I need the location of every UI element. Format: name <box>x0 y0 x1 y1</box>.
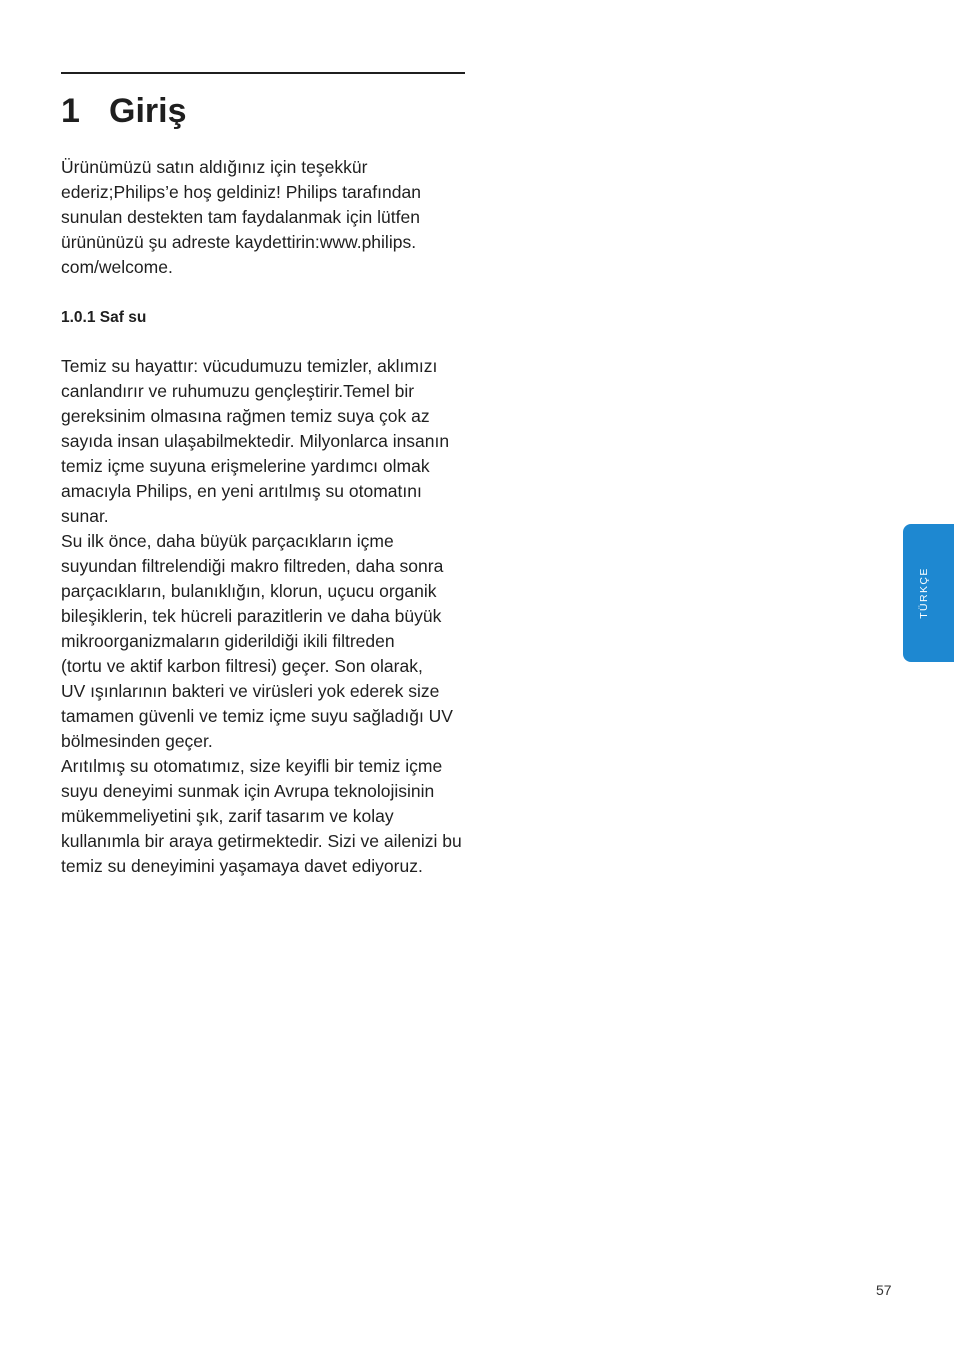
intro-line: sunulan destekten tam faydalanmak için lütfen <box>61 207 420 227</box>
body-line: suyundan filtrelendiği makro filtreden, daha sonra <box>61 556 444 576</box>
intro-line: com/welcome. <box>61 257 173 277</box>
top-rule <box>61 72 465 74</box>
body-line: sunar. <box>61 506 109 526</box>
body-line: kullanımla bir araya getirmektedir. Sizi ve ailenizi bu <box>61 831 462 851</box>
body-line: canlandırır ve ruhumuzu gençleştirir.Temel bir <box>61 381 415 401</box>
body-line: Arıtılmış su otomatımız, size keyifli bir temiz içme <box>61 756 443 776</box>
body-line: sayıda insan ulaşabilmektedir. Milyonlarca insanın <box>61 431 450 451</box>
body-line: Su ilk önce, daha büyük parçacıkların içme <box>61 531 394 551</box>
body-line: mikroorganizmaların giderildiği ikili filtreden <box>61 631 395 651</box>
body-line: UV ışınlarının bakteri ve virüsleri yok ederek size <box>61 681 440 701</box>
body-line: suyu deneyimi sunmak için Avrupa teknolojisinin <box>61 781 435 801</box>
body-line: (tortu ve aktif karbon filtresi) geçer. Son olarak, <box>61 656 423 676</box>
section-body <box>61 354 466 879</box>
body-line: mükemmeliyetini şık, zarif tasarım ve kolay <box>61 806 394 826</box>
body-line: bölmesinden geçer. <box>61 731 213 751</box>
body-line: amacıyla Philips, en yeni arıtılmış su otomatını <box>61 481 422 501</box>
chapter-title-text: Giriş <box>109 92 187 130</box>
body-line: temiz su deneyimini yaşamaya davet ediyoruz. <box>61 856 423 876</box>
intro-line: ederiz;Philips’e hoş geldiniz! Philips tarafından <box>61 182 421 202</box>
body-line: parçacıkların, bulanıklığın, klorun, uçucu organik <box>61 581 437 601</box>
intro-line: ürününüzü şu adreste kaydettirin:www.philips. <box>61 232 417 252</box>
language-tab-label: TÜRKÇE <box>918 567 930 619</box>
page-number: 57 <box>876 1282 892 1298</box>
body-line: Temiz su hayattır: vücudumuzu temizler, aklımızı <box>61 356 438 376</box>
intro-paragraph <box>61 155 466 280</box>
body-line: temiz içme suyuna erişmelerine yardımcı olmak <box>61 456 430 476</box>
intro-line: Ürünümüzü satın aldığınız için teşekkür <box>61 157 368 177</box>
section-heading: 1.0.1 Saf su <box>61 309 147 326</box>
body-line: tamamen güvenli ve temiz içme suyu sağladığı UV <box>61 706 453 726</box>
chapter-title <box>61 88 186 134</box>
chapter-number: 1 <box>61 92 80 130</box>
body-line: gereksinim olmasına rağmen temiz suya çok az <box>61 406 430 426</box>
body-line: bileşiklerin, tek hücreli parazitlerin ve daha büyük <box>61 606 442 626</box>
